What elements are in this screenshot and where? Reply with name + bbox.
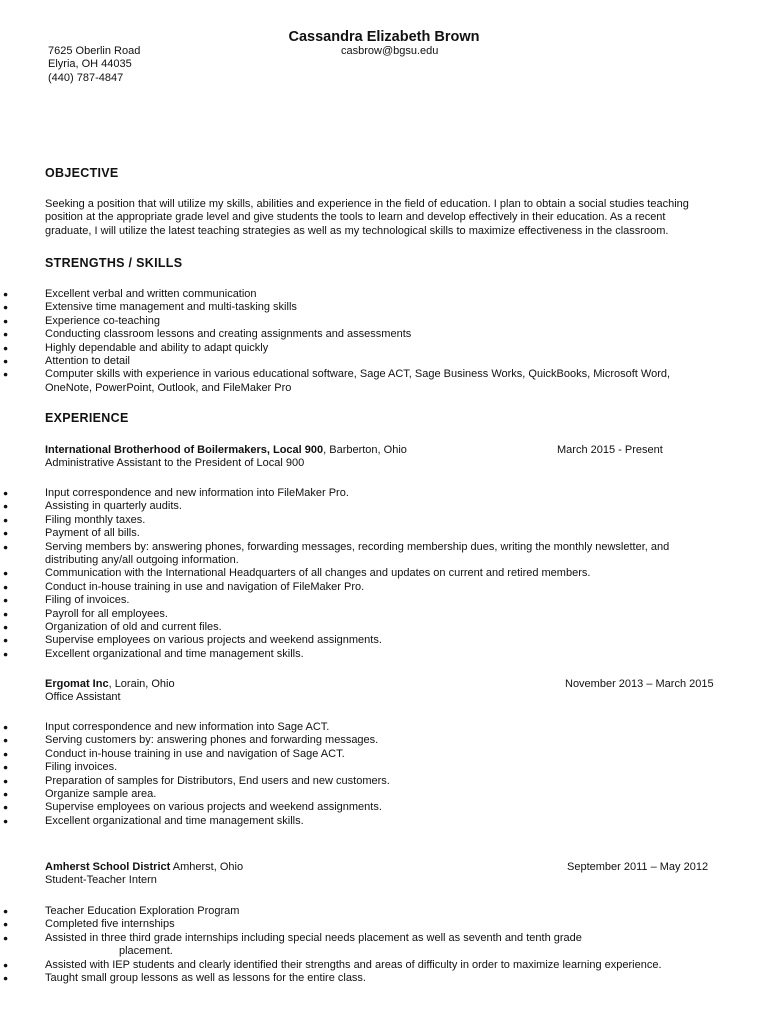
employer-name: Ergomat Inc xyxy=(45,678,109,690)
list-item: ● Communication with the International Headquarters of all changes and updates on current and retired members. xyxy=(0,567,717,580)
list-item: ● Organization of old and current files. xyxy=(0,621,717,634)
list-item: ● Experience co-teaching xyxy=(0,315,717,328)
list-item: ● Organize sample area. xyxy=(0,788,717,801)
skills-heading: STRENGTHS / SKILLS xyxy=(45,256,183,270)
list-item: ● Filing of invoices. xyxy=(0,594,717,607)
list-item: ● Conducting classroom lessons and creating assignments and assessments xyxy=(0,328,717,341)
job-duties-list xyxy=(0,721,717,828)
list-item: ● Payment of all bills. xyxy=(0,527,717,540)
employer-name: Amherst School District xyxy=(45,861,171,873)
list-item: ● Input correspondence and new information into Sage ACT. xyxy=(0,721,717,734)
objective-heading: OBJECTIVE xyxy=(45,166,119,180)
list-item: ● Serving members by: answering phones, forwarding messages, recording membership dues, writing the monthly newsletter, and distributing any/all outgoing information. xyxy=(0,541,717,568)
address-line-1: 7625 Oberlin Road xyxy=(48,45,141,57)
job-dates: March 2015 - Present xyxy=(557,444,663,456)
job-header xyxy=(45,444,725,471)
job-duties-list xyxy=(0,487,717,661)
list-item: ● Taught small group lessons as well as lessons for the entire class. xyxy=(0,972,717,985)
list-item-continuation: placement. xyxy=(119,945,173,958)
job-dates: September 2011 – May 2012 xyxy=(567,861,709,873)
list-item-text: ● Assisted in three third grade internships including special needs placement as well as seventh and tenth grade xyxy=(45,931,582,944)
list-item: ● Filing monthly taxes. xyxy=(0,514,717,527)
list-item xyxy=(0,932,717,959)
list-item: ● Payroll for all employees. xyxy=(0,608,717,621)
job-header xyxy=(45,861,725,888)
list-item: ● Supervise employees on various projects and weekend assignments. xyxy=(0,801,717,814)
list-item: ● Assisted with IEP students and clearly identified their strengths and areas of difficulty in order to maximize learning experience. xyxy=(0,959,717,972)
employer-location: Amherst, Ohio xyxy=(170,861,244,873)
job-title: Student-Teacher Intern xyxy=(45,874,157,887)
skills-list xyxy=(0,288,717,395)
job-header xyxy=(45,678,725,705)
list-item: ● Excellent organizational and time management skills. xyxy=(0,815,717,828)
experience-heading: EXPERIENCE xyxy=(45,411,129,425)
list-item: ● Extensive time management and multi-tasking skills xyxy=(0,301,717,314)
phone-number: (440) 787-4847 xyxy=(48,71,124,84)
list-item: ● Conduct in-house training in use and navigation of FileMaker Pro. xyxy=(0,581,717,594)
list-item: ● Filing invoices. xyxy=(0,761,717,774)
job-title: Office Assistant xyxy=(45,691,121,704)
list-item: ● Supervise employees on various projects and weekend assignments. xyxy=(0,634,717,647)
job-dates: November 2013 – March 2015 xyxy=(565,678,714,690)
list-item: ● Input correspondence and new information into FileMaker Pro. xyxy=(0,487,717,500)
list-item: ● Computer skills with experience in various educational software, Sage ACT, Sage Business Works, QuickBooks, Microsoft Word, OneNote, PowerPoint, Outlook, and FileMaker Pro xyxy=(0,368,717,395)
list-item: ● Completed five internships xyxy=(0,918,717,931)
employer-name: International Brotherhood of Boilermakers, Local 900 xyxy=(45,444,324,456)
list-item: ● Highly dependable and ability to adapt quickly xyxy=(0,342,717,355)
contact-address xyxy=(48,45,140,85)
employer-location: , Lorain, Ohio xyxy=(108,678,175,690)
list-item: ● Preparation of samples for Distributors, End users and new customers. xyxy=(0,775,717,788)
job-duties-list xyxy=(0,905,717,985)
list-item: ● Assisting in quarterly audits. xyxy=(0,500,717,513)
list-item: ● Teacher Education Exploration Program xyxy=(0,905,717,918)
applicant-name: Cassandra Elizabeth Brown xyxy=(288,29,480,45)
employer-location: , Barberton, Ohio xyxy=(323,444,407,456)
list-item: ● Serving customers by: answering phones and forwarding messages. xyxy=(0,734,717,747)
job-title: Administrative Assistant to the President of Local 900 xyxy=(45,457,305,470)
list-item: ● Excellent verbal and written communication xyxy=(0,288,717,301)
list-item: ● Attention to detail xyxy=(0,355,717,368)
address-line-2: Elyria, OH 44035 xyxy=(48,58,132,71)
objective-text: Seeking a position that will utilize my skills, abilities and experience in the field of education. I plan to obtain a social studies teaching position at the appropriate grade level and give students the tools to learn and develop effectively in their education. As a recent graduate, I will utilize the latest teaching strategies as well as my technological skills to maximize effectiveness in the classroom. xyxy=(45,198,689,237)
list-item: ● Excellent organizational and time management skills. xyxy=(0,648,717,661)
list-item: ● Conduct in-house training in use and navigation of Sage ACT. xyxy=(0,748,717,761)
email-address: casbrow@bgsu.edu xyxy=(341,45,439,57)
